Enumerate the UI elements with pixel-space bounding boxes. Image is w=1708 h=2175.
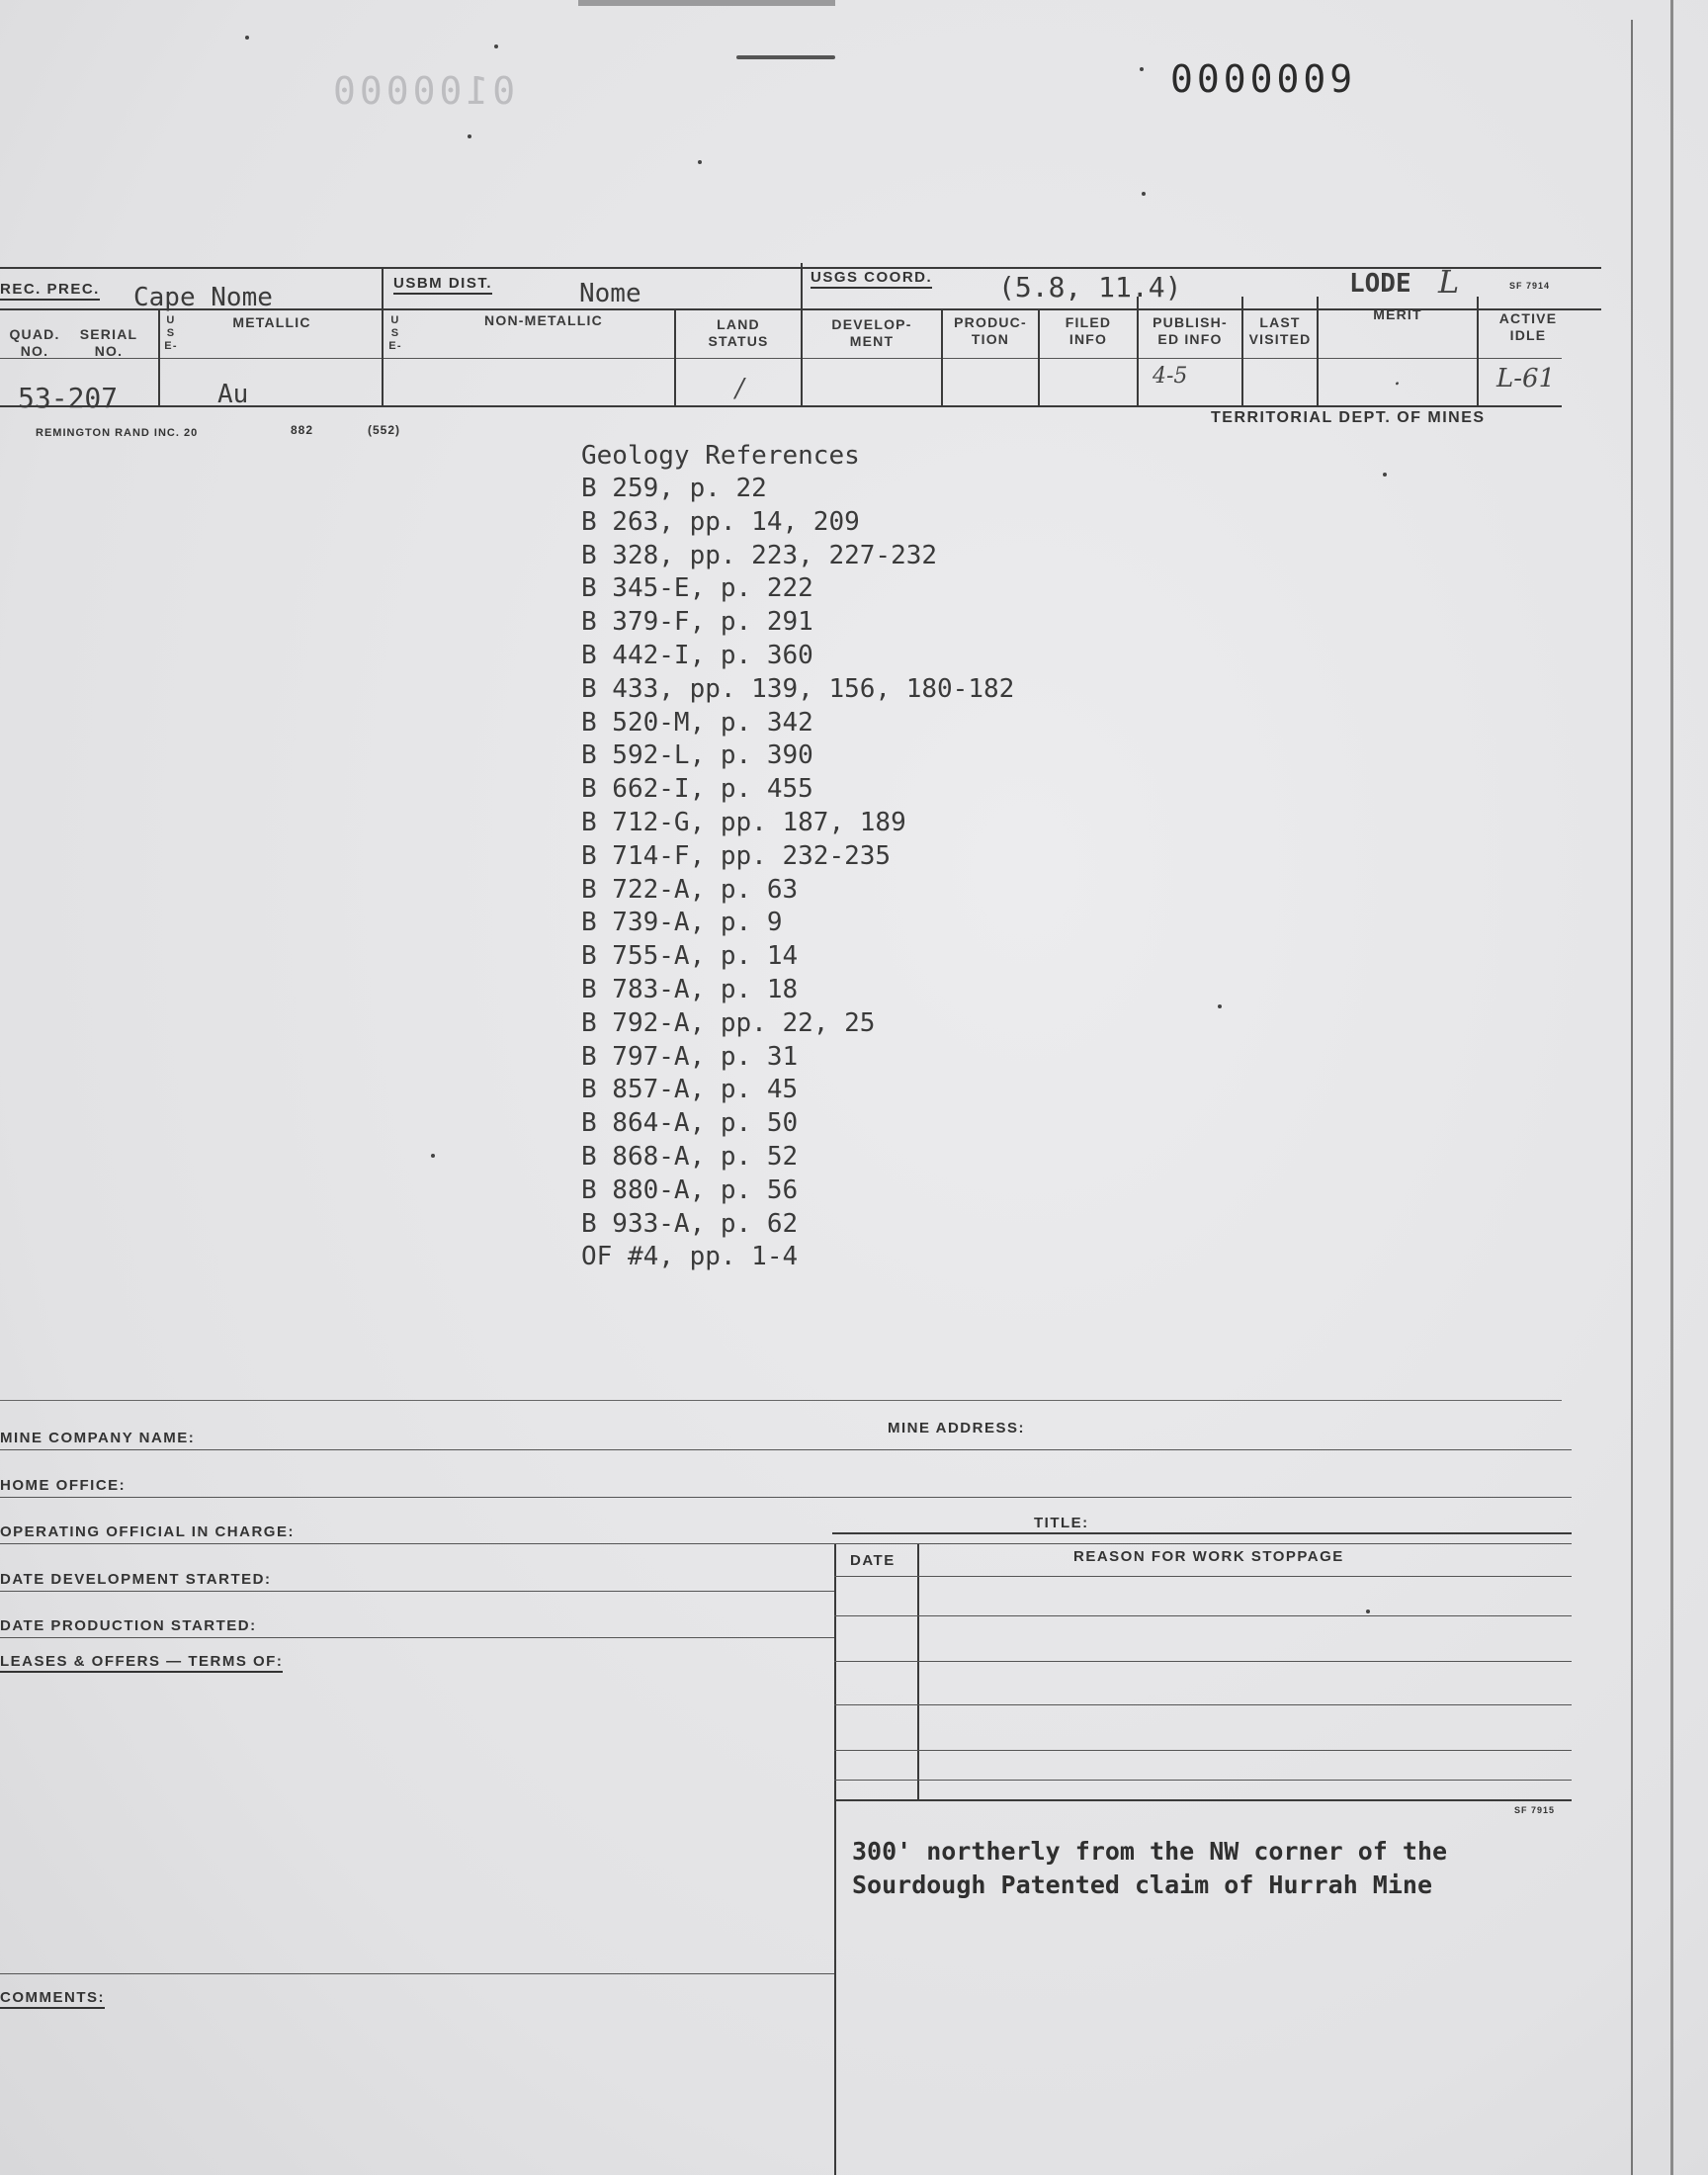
- line: [0, 1637, 834, 1638]
- line: [0, 1449, 1572, 1450]
- geology-title: Geology References: [581, 441, 860, 471]
- col-metallic: METALLIC: [232, 314, 311, 330]
- stoppage-date-divider: [917, 1544, 919, 1801]
- faint-stamp-number: 0100000: [329, 69, 516, 113]
- right-border-2: [1670, 0, 1673, 2175]
- line: [0, 1543, 1572, 1544]
- speck: [1383, 473, 1387, 477]
- home-office-label: HOME OFFICE:: [0, 1477, 127, 1494]
- geology-reference: B 857-A, p. 45: [581, 1075, 799, 1105]
- col-divider: [158, 310, 160, 405]
- location-note-line-2: Sourdough Patented claim of Hurrah Mine: [852, 1870, 1432, 1899]
- stoppage-row: [834, 1780, 1572, 1781]
- col-divider: [382, 269, 384, 405]
- date-development-label: DATE DEVELOPMENT STARTED:: [0, 1571, 272, 1588]
- geology-reference: B 263, pp. 14, 209: [581, 506, 860, 537]
- location-note-line-1: 300' northerly from the NW corner of the: [852, 1837, 1448, 1866]
- metallic-value: Au: [217, 380, 249, 409]
- geology-reference: B 712-G, pp. 187, 189: [581, 807, 906, 837]
- geology-reference: B 592-L, p. 390: [581, 740, 813, 771]
- stoppage-row: [834, 1750, 1572, 1751]
- date-production-label: DATE PRODUCTION STARTED:: [0, 1617, 257, 1634]
- leases-offers-label: LEASES & OFFERS — TERMS OF:: [0, 1653, 283, 1673]
- speck: [698, 160, 702, 164]
- reason-col-label: REASON FOR WORK STOPPAGE: [1073, 1548, 1344, 1565]
- col-active-idle: ACTIVE IDLE: [1498, 310, 1558, 343]
- printer-code-2: (552): [368, 423, 401, 437]
- geology-reference: B 259, p. 22: [581, 474, 767, 503]
- comments-top-line: [0, 1973, 834, 1974]
- operating-official-label: OPERATING OFFICIAL IN CHARGE:: [0, 1523, 295, 1540]
- geology-reference: B 345-E, p. 222: [581, 573, 813, 604]
- geology-reference: B 662-I, p. 455: [581, 774, 813, 805]
- geology-reference: B 328, pp. 223, 227-232: [581, 540, 938, 570]
- geology-reference: B 739-A, p. 9: [581, 908, 783, 938]
- col-use-1: U S E-: [164, 314, 178, 352]
- geology-reference: B 797-A, p. 31: [581, 1041, 799, 1072]
- col-quad-no: QUAD. NO.: [9, 326, 60, 359]
- geology-reference: B 933-A, p. 62: [581, 1208, 799, 1239]
- geology-reference: OF #4, pp. 1-4: [581, 1242, 799, 1272]
- form-number-bottom: SF 7915: [1514, 1805, 1556, 1815]
- geology-references: [581, 439, 1014, 1274]
- speck: [1218, 1004, 1222, 1008]
- form-number-top: SF 7914: [1509, 281, 1551, 291]
- usgs-coord-label: USGS COORD.: [811, 269, 932, 289]
- speck: [431, 1154, 435, 1158]
- stoppage-row: [834, 1576, 1572, 1577]
- line: [0, 1591, 834, 1592]
- speck: [1142, 192, 1146, 196]
- col-divider: [1241, 297, 1243, 405]
- rec-prec-label: REC. PREC.: [0, 281, 100, 301]
- published-info-value: 4-5: [1153, 364, 1188, 389]
- stoppage-row: [834, 1615, 1572, 1616]
- ghost-print: [1216, 1139, 1631, 1188]
- header-row-line: [0, 358, 1562, 359]
- geology-reference: B 864-A, p. 50: [581, 1108, 799, 1139]
- geology-reference: B 433, pp. 139, 156, 180-182: [581, 673, 1015, 704]
- land-status-mark: /: [735, 374, 744, 403]
- geology-reference: B 755-A, p. 14: [581, 941, 799, 972]
- date-col-label: DATE: [850, 1552, 896, 1569]
- geology-reference: B 442-I, p. 360: [581, 640, 813, 670]
- usgs-coord-value: (5.8, 11.4): [998, 271, 1182, 304]
- col-land-status: LAND STATUS: [708, 316, 769, 349]
- quad-serial-value: 53-207: [18, 382, 119, 414]
- col-last-visited: LAST VISITED: [1248, 314, 1312, 347]
- right-border: [1631, 20, 1633, 2175]
- col-published-info: PUBLISH- ED INFO: [1153, 314, 1228, 347]
- lode-label: LODE: [1349, 269, 1411, 299]
- stoppage-bottom: [834, 1799, 1572, 1801]
- stoppage-row: [834, 1661, 1572, 1662]
- location-note: [852, 1835, 1447, 1902]
- geology-reference: B 714-F, pp. 232-235: [581, 840, 892, 871]
- geology-reference: B 868-A, p. 52: [581, 1141, 799, 1172]
- speck: [468, 134, 471, 138]
- col-non-metallic: NON-METALLIC: [484, 312, 603, 328]
- col-development: DEVELOP- MENT: [831, 316, 912, 349]
- stoppage-left: [834, 1544, 836, 2175]
- speck: [245, 36, 249, 40]
- speck: [1140, 67, 1144, 71]
- geology-reference: B 520-M, p. 342: [581, 707, 813, 738]
- col-divider: [1137, 297, 1139, 405]
- printer-text: REMINGTON RAND INC. 20: [36, 427, 199, 439]
- geology-reference: B 783-A, p. 18: [581, 974, 799, 1004]
- printer-code-1: 882: [291, 423, 314, 437]
- title-label: TITLE:: [1034, 1515, 1089, 1531]
- col-filed-info: FILED INFO: [1065, 314, 1112, 347]
- reference-list: [581, 473, 1014, 1274]
- top-smudge: [736, 55, 835, 59]
- stamp-number: 0000009: [1170, 57, 1357, 101]
- col-use-2: U S E-: [388, 314, 402, 352]
- comments-label: COMMENTS:: [0, 1989, 105, 2009]
- mine-company-name-label: MINE COMPANY NAME:: [0, 1430, 196, 1446]
- usbm-dist-label: USBM DIST.: [393, 275, 492, 295]
- active-idle-value: L-61: [1496, 364, 1556, 393]
- rec-prec-value: Cape Nome: [133, 283, 273, 312]
- speck: [1366, 1610, 1370, 1613]
- col-production: PRODUC- TION: [954, 314, 1027, 347]
- mine-address-label: MINE ADDRESS:: [888, 1420, 1025, 1436]
- speck: [494, 44, 498, 48]
- col-serial-no: SERIAL NO.: [79, 326, 138, 359]
- geology-reference: B 722-A, p. 63: [581, 874, 799, 905]
- merit-mark: .: [1394, 366, 1401, 391]
- col-merit: MERIT: [1373, 306, 1422, 322]
- geology-reference: B 792-A, pp. 22, 25: [581, 1007, 876, 1038]
- geology-reference: B 880-A, p. 56: [581, 1174, 799, 1205]
- lode-mark: L: [1438, 263, 1460, 301]
- geology-reference: B 379-F, p. 291: [581, 607, 813, 638]
- stoppage-row: [834, 1704, 1572, 1705]
- top-edge-smudge: [578, 0, 835, 6]
- usbm-dist-value: Nome: [579, 279, 641, 308]
- divider-dashed: [0, 1400, 1562, 1401]
- line: [832, 1532, 1572, 1534]
- line: [0, 1497, 1572, 1498]
- department-text: TERRITORIAL DEPT. OF MINES: [1211, 409, 1486, 426]
